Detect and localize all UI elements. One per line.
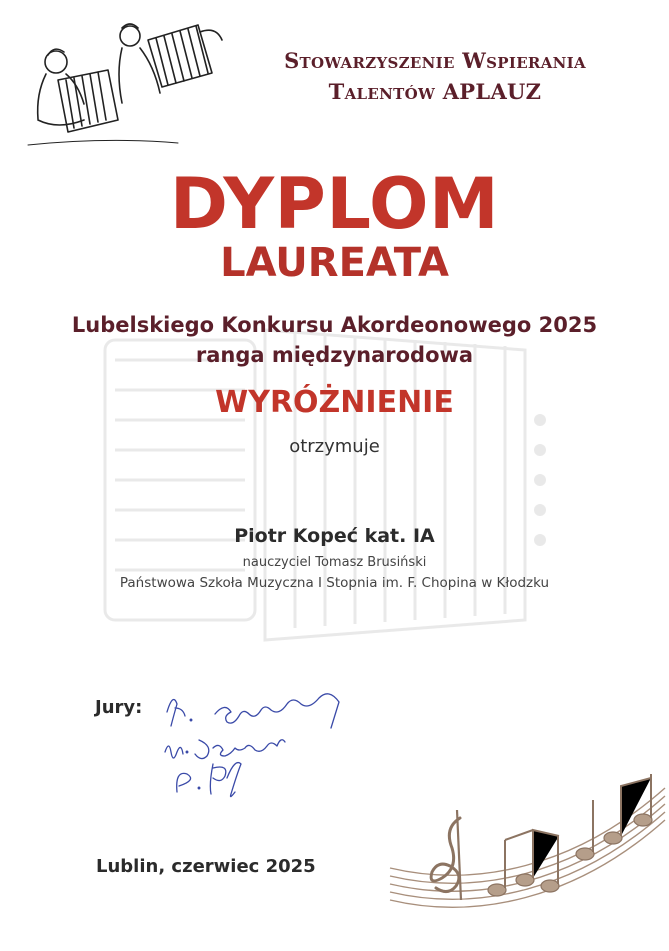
laureate-name: Piotr Kopeć kat. IA [234,525,435,547]
contest-rank: ranga międzynarodowa [195,343,474,367]
music-notes-staff-icon [385,758,669,918]
award-title: WYRÓŻNIENIE [215,385,454,420]
organization-line-1: Stowarzyszenie Wspierania [284,48,586,73]
diploma-title: DYPLOM [169,163,500,245]
organization-name [230,46,640,108]
diploma-subtitle: LAUREATA [220,240,449,286]
school-name: Państwowa Szkoła Muzyczna I Stopnia im. F. Chopina w Kłodzku [119,575,550,591]
place-and-date: Lublin, czerwiec 2025 [96,856,316,877]
accordionists-sketch-icon [18,10,233,160]
teacher-name: nauczyciel Tomasz Brusiński [242,555,427,570]
receives-label: otrzymuje [289,436,380,457]
organization-line-2: Talentów APLAUZ [328,79,542,104]
jury-signatures [155,682,385,812]
contest-name: Lubelskiego Konkursu Akordeonowego 2025 [71,313,598,337]
jury-label: Jury: [95,697,143,718]
